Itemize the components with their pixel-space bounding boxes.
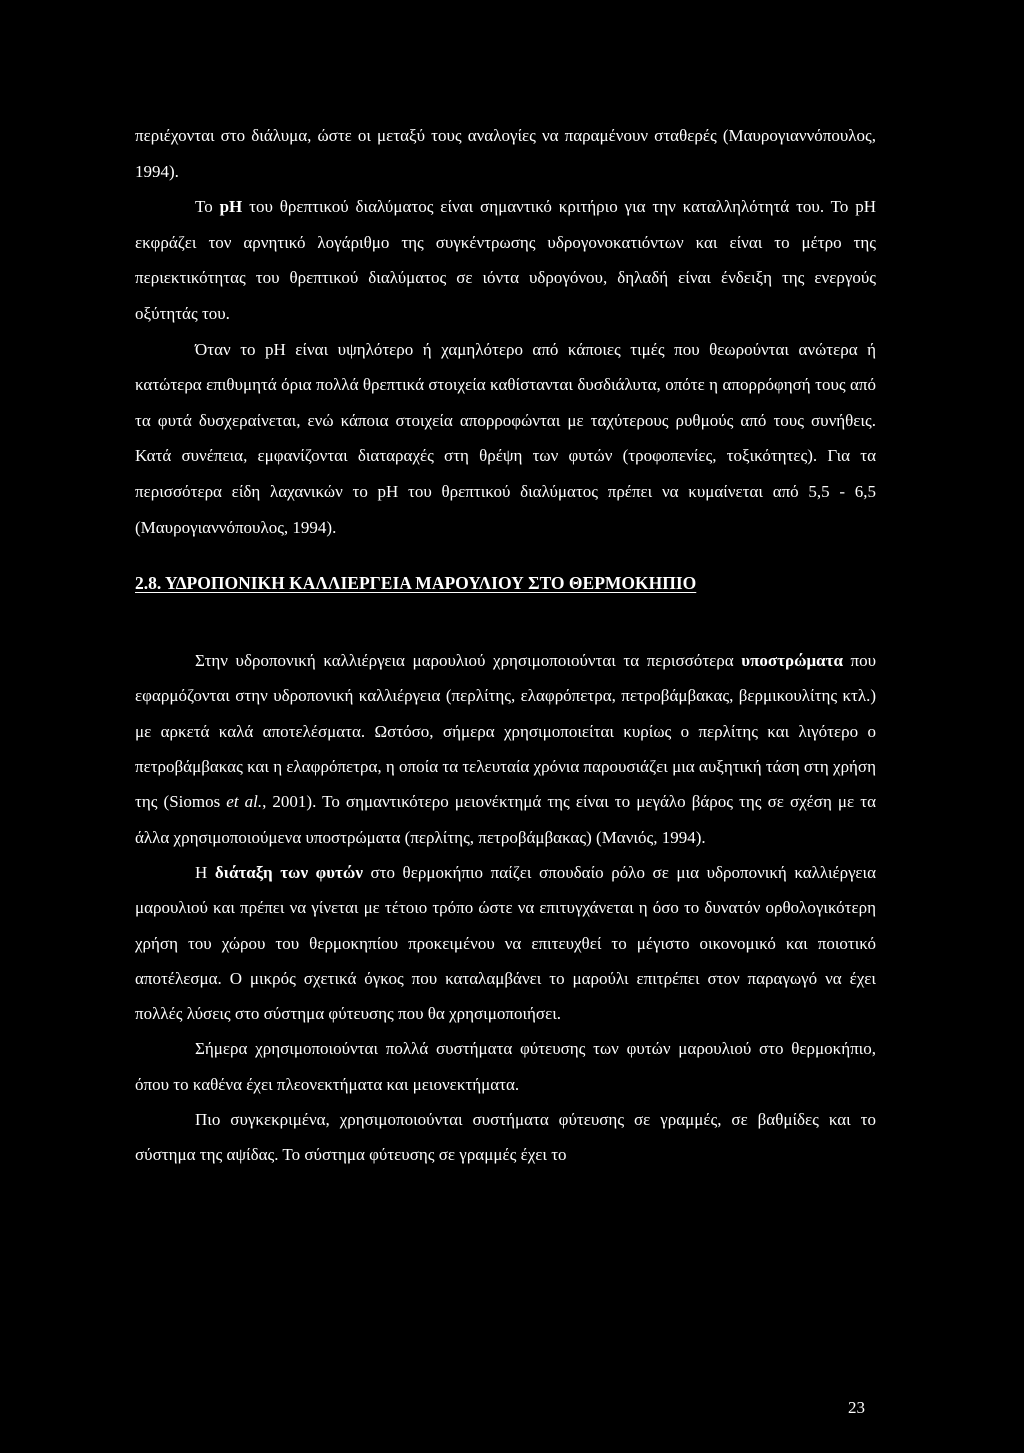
paragraph-substrates: [135, 643, 876, 855]
ph-text-rest: του θρεπτικού διαλύματος είναι σημαντικό κριτήριο για την καταλληλότητά του. Το pH εκφράζει τον αρνητικό λογάριθμο της συγκέντρωσης υδρογονοκατιόντων και είναι το μέτρο της περιεκτικότητας του θρεπτικού διαλύματος σε ιόντα υδρογόνου, δηλαδή είναι ένδειξη της ενεργούς οξύτητάς του.: [135, 197, 876, 323]
paragraph-nutrient-ratios: περιέχονται στο διάλυμα, ώστε οι μεταξύ τους αναλογίες να παραμένουν σταθερές (Μαυρογιαννόπουλος, 1994).: [135, 126, 876, 181]
arrangement-text-rest: στο θερμοκήπιο παίζει σπουδαίο ρόλο σε μια υδροπονική καλλιέργεια μαρουλιού και πρέπει να γίνεται με τέτοιο τρόπο ώστε να επιτυγχάνεται η όσο το δυνατόν ορθολογικότερη χρήση του χώρου του θερμοκηπίου προκειμένου να επιτευχθεί το μέγιστο οικονομικό και ποιοτικό αποτέλεσμα. Ο μικρός σχετικά όγκος που καταλαμβάνει το μαρούλι επιτρέπει στον παραγωγό να έχει πολλές λύσεις στο σύστημα φύτευσης που θα χρησιμοποιήσει.: [135, 862, 876, 1024]
section-heading: 2.8. ΥΔΡΟΠΟΝΙΚΗ ΚΑΛΛΙΕΡΓΕΙΑ ΜΑΡΟΥΛΙΟΥ ΣΤΟ ΘΕΡΜΟΚΗΠΙΟ: [135, 573, 697, 594]
ph-bold-term: pH: [219, 197, 243, 217]
page-body: [135, 118, 876, 1173]
ph-text-start: Το: [195, 197, 220, 217]
paragraph-systems-detail: Πιο συγκεκριμένα, χρησιμοποιούνται συστήματα φύτευσης σε γραμμές, σε βαθμίδες και το σύστημα της αψίδας. Το σύστημα φύτευσης σε γραμμές έχει το: [135, 1109, 876, 1165]
paragraph-ph-definition: [135, 189, 876, 331]
paragraph-planting-systems: Σήμερα χρησιμοποιούνται πολλά συστήματα φύτευσης των φυτών μαρουλιού στο θερμοκήπιο, όπου το καθένα έχει πλεονεκτήματα και μειονεκτήματα.: [135, 1039, 876, 1094]
substrates-bold-term: υποστρώματα: [741, 651, 843, 671]
et-al-italic: et al.: [226, 792, 263, 812]
page-number: 23: [848, 1398, 865, 1417]
substrates-text-end: , 2001). Το σημαντικότερο μειονέκτημά της είναι το μεγάλο βάρος της σε σχέση με τα άλλα χρησιμοποιούμενα υποστρώματα (περλίτης, πετροβάμβακας) (Μανιός, 1994).: [135, 792, 876, 847]
paragraph-plant-arrangement: [135, 855, 876, 1031]
arrangement-bold-term: διάταξη των φυτών: [214, 862, 363, 882]
substrates-text-start: Στην υδροπονική καλλιέργεια μαρουλιού χρησιμοποιούνται τα περισσότερα: [195, 651, 742, 671]
arrangement-text-start: Η: [195, 862, 215, 882]
paragraph-ph-limits: Όταν το pH είναι υψηλότερο ή χαμηλότερο από κάποιες τιμές που θεωρούνται ανώτερα ή κατώτερα επιθυμητά όρια πολλά θρεπτικά στοιχεία καθίστανται δυσδιάλυτα, οπότε η απορρόφησή τους από τα φυτά δυσχεραίνεται, ενώ κάποια στοιχεία απορροφώνται με ταχύτερους ρυθμούς από τους συνήθεις. Κατά συνέπεια, εμφανίζονται διαταραχές στη θρέψη των φυτών (τροφοπενίες, τοξικότητες). Για τα περισσότερα είδη λαχανικών το pH του θρεπτικού διαλύματος πρέπει να κυμαίνεται από 5,5 - 6,5 (Μαυρογιαννόπουλος, 1994).: [135, 339, 876, 537]
substrates-text-mid: που εφαρμόζονται στην υδροπονική καλλιέργεια (περλίτης, ελαφρόπετρα, πετροβάμβακας, βερμικουλίτης κτλ.) με αρκετά καλά αποτελέσματα. Ωστόσο, σήμερα χρησιμοποιείται κυρίως ο περλίτης και λιγότερο ο πετροβάμβακας και η ελαφρόπετρα, η οποία τα τελευταία χρόνια παρουσιάζει μια αυξητική τάση στη χρήση της (Siomos: [135, 651, 877, 812]
